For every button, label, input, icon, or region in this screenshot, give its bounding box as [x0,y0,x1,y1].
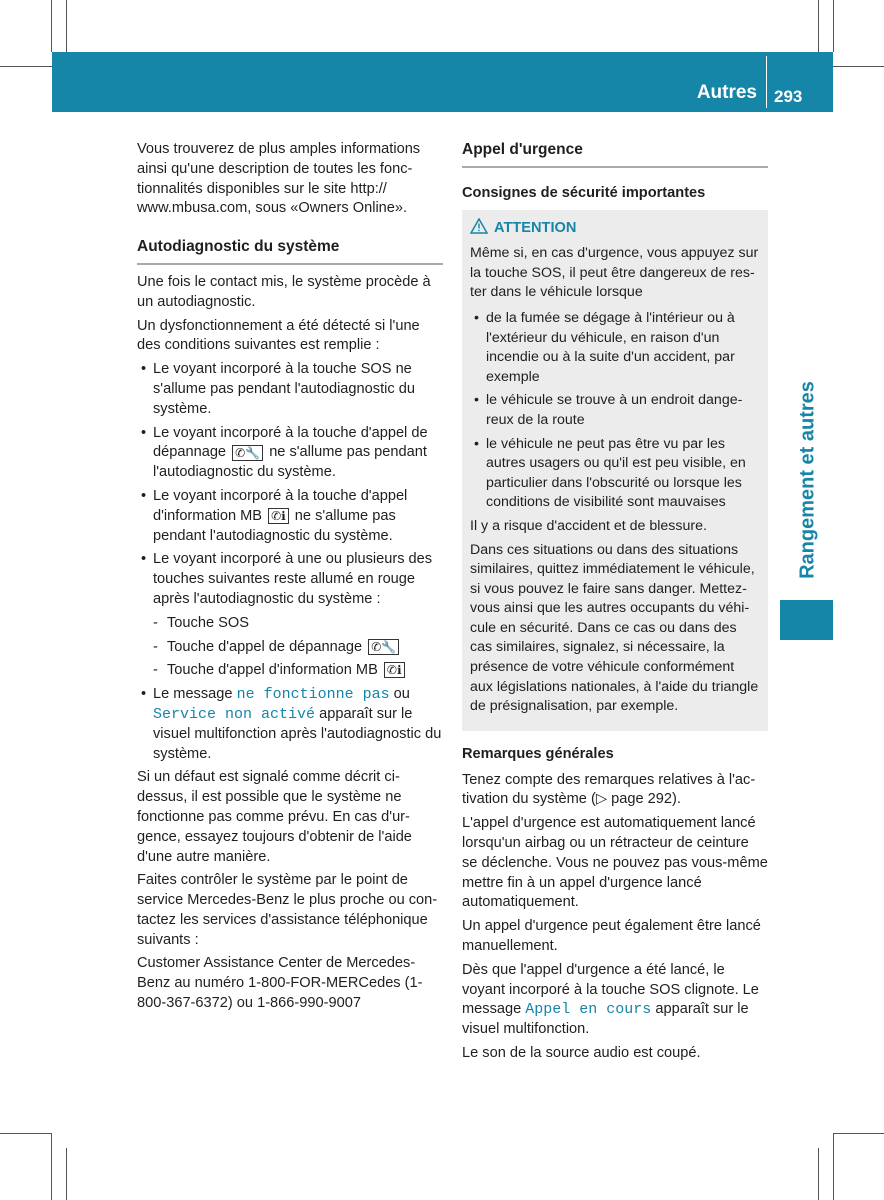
page-header [52,52,833,112]
list-item: • Le voyant incorporé à la touche d'appel d'information MB ✆ℹ ne s'allume pas pendant l'autodiagnostic du système. [137,487,443,546]
warning-box [462,210,768,731]
side-tab-label: Rangement et autres [796,381,819,579]
paragraph: Dès que l'appel d'urgence a été lancé, le voyant incorporé à la touche SOS clignote. Le message Appel en cours apparaît sur le visuel multifonction. [462,961,759,1038]
paragraph: Une fois le contact mis, le système procède à un autodiagnostic. [137,273,431,310]
crop-mark [833,1133,884,1134]
condition-list [137,360,443,764]
hazard-list [470,309,760,513]
paragraph: L'appel d'urgence est automatiquement lancé lorsqu'un airbag ou un rétracteur de ceinture se déclenche. Vous ne pouvez pas vous-même mettre fin à un appel d'urgence lancé automatiquement. [462,815,768,911]
paragraph: Faites contrôler le système par le point de service Mercedes-Benz le plus proche ou contactez les services d'assistance téléphonique suivants : [137,872,438,948]
subsection-title: Remarques générales [462,745,614,762]
paragraph: Même si, en cas d'urgence, vous appuyez sur la touche SOS, il peut être dangereux de rester dans le véhicule lorsque [470,245,759,301]
breakdown-call-icon: ✆🔧 [368,639,399,655]
section-title: Appel d'urgence [462,140,768,168]
chapter-title: Autres [696,82,757,103]
list-item: • Le voyant incorporé à la touche SOS ne s'allume pas pendant l'autodiagnostic du système. [137,360,443,419]
subsection-title: Consignes de sécurité importantes [462,184,706,201]
breakdown-call-icon: ✆🔧 [232,445,263,461]
list-item: - Touche d'appel de dépannage ✆🔧 [137,638,443,658]
list-item: • Le voyant incorporé à la touche d'appel de dépannage ✆🔧 ne s'allume pas pendant l'autodiagnostic du système. [137,424,443,483]
crop-mark [818,0,819,52]
paragraph: Le son de la source audio est coupé. [462,1045,701,1061]
crop-mark [66,0,67,52]
info-call-icon: ✆ℹ [268,508,289,524]
list-item: - Touche d'appel d'information MB ✆ℹ [137,661,443,681]
list-item: • Le voyant incorporé à une ou plusieurs des touches suivantes reste allumé en rouge après l'autodiagnostic du système : - Touche SOS - Touche d'appel de dépannage ✆🔧 - Touche d'appel d'information MB ✆ℹ [137,550,443,681]
paragraph: Un appel d'urgence peut également être lancé manuellement. [462,918,761,955]
right-column [462,140,768,1068]
list-item: - Touche SOS [137,614,443,634]
paragraph: Si un défaut est signalé comme décrit ci-dessus, il est possible que le système ne fonctionne pas comme prévu. En cas d'urgence, essayez toujours d'obtenir de l'aide d'une autre manière. [137,769,412,865]
paragraph: Il y a risque d'accident et de blessure. [470,517,707,534]
crop-mark [833,66,884,67]
paragraph: Un dysfonctionnement a été détecté si l'une des conditions suivantes est remplie : [137,317,420,354]
crop-mark [66,1148,67,1200]
crop-mark [818,1148,819,1200]
intro-paragraph: Vous trouverez de plus amples informations ainsi qu'une description de toutes les fonctionnalités disponibles sur le site http:// www.mbusa.com, sous «Owners Online». [137,141,421,217]
left-column [137,140,443,1018]
warning-triangle-icon [470,218,488,234]
info-call-icon: ✆ℹ [384,662,405,678]
display-message: ne fonctionne pas [236,686,390,704]
list-item: • le véhicule ne peut pas être vu par les autres usagers ou qu'il est peu visible, en particulier dans l'obscurité ou lorsque les conditions de visibilité sont mauvaises [470,435,760,513]
crop-mark [833,1134,834,1200]
paragraph: Dans ces situations ou dans des situations similaires, quittez immédiatement le véhicule, si vous pouvez le faire sans danger. Mettez-vous ainsi que les autres occupants du véhicule en sécurité. Dans ce cas ou dans des cas similaires, signalez, si nécessaire, la présence de votre véhicule conformément aux législations nationales, à l'aide du triangle de présignalisation, par exemple. [470,541,759,715]
crop-mark [0,1133,52,1134]
crop-mark [51,1134,52,1200]
list-item: • de la fumée se dégage à l'intérieur ou à l'extérieur du véhicule, en raison d'un incendie ou à la suite d'un accident, par exemple [470,309,760,387]
warning-heading: ATTENTION [470,218,760,239]
side-tab-marker [780,600,833,640]
paragraph: Customer Assistance Center de Mercedes-Benz au numéro 1-800-FOR-MERCedes (1-800-367-6372) ou 1-866-990-9007 [137,955,423,1012]
page-number: 293 [774,87,803,106]
list-item: • Le message ne fonctionne pas ou Service non activé apparaît sur le visuel multifonction après l'autodiagnostic du système. [137,685,443,764]
crop-mark [0,66,52,67]
section-title: Autodiagnostic du système [137,237,443,265]
crop-mark [833,0,834,52]
button-list [137,614,443,681]
display-message: Appel en cours [525,1001,652,1019]
header-divider [766,56,767,108]
crop-mark [51,0,52,52]
list-item: • le véhicule se trouve à un endroit dangereux de la route [470,391,760,430]
display-message: Service non activé [153,705,316,723]
paragraph: Tenez compte des remarques relatives à l'activation du système (▷ page 292). [462,771,756,808]
